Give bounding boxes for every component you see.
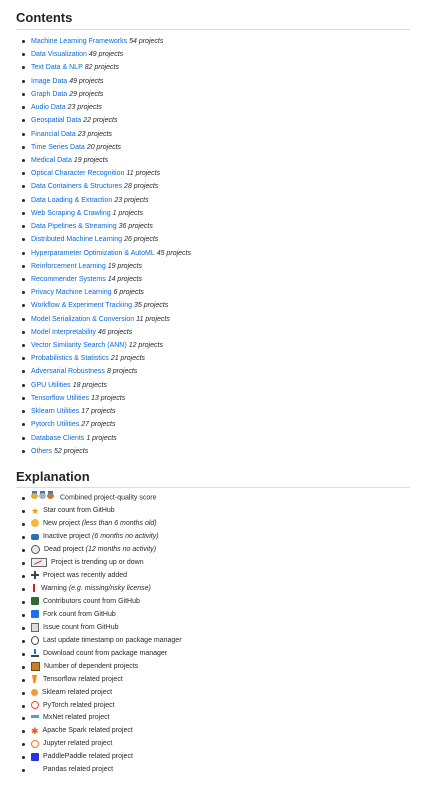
contents-divider: [16, 29, 410, 30]
project-count: 45 projects: [156, 249, 191, 257]
project-count: 29 projects: [69, 90, 104, 98]
contents-link[interactable]: Others: [31, 447, 53, 455]
contents-link[interactable]: Privacy Machine Learning: [31, 289, 112, 297]
explanation-note: (e.g. missing/risky license): [68, 584, 151, 592]
contents-item: [22, 167, 191, 180]
explanation-text: Project was recently added: [43, 571, 128, 579]
project-count: 14 projects: [107, 275, 142, 283]
contents-link[interactable]: Hyperparameter Optimization & AutoML: [31, 249, 155, 257]
explanation-item: [22, 609, 182, 622]
explanation-item: [22, 674, 182, 687]
explanation-item: [22, 596, 182, 609]
clock-icon: [31, 636, 39, 645]
explanation-text: Jupyter related project: [43, 740, 113, 748]
contents-link[interactable]: Probabilistics & Statistics: [31, 355, 109, 363]
explanation-text: Last update timestamp on package manager: [43, 636, 182, 644]
explanation-text: Dead project: [44, 545, 84, 553]
contents-link[interactable]: Vector Similarity Search (ANN): [31, 342, 127, 350]
project-count: 52 projects: [54, 447, 89, 455]
explanation-text: Apache Spark related project: [42, 727, 133, 735]
explanation-item: [22, 635, 182, 648]
project-count: 1 projects: [86, 434, 117, 442]
project-count: 20 projects: [86, 143, 122, 151]
contents-link[interactable]: Tensorflow Utilities: [31, 394, 89, 402]
contents-item: [22, 286, 191, 299]
gold-medal-icon: [31, 491, 38, 499]
contents-item: [22, 392, 191, 405]
explanation-item: [22, 531, 182, 544]
explanation-heading: Explanation: [16, 469, 90, 484]
explanation-divider: [16, 487, 410, 488]
contents-heading: Contents: [16, 10, 73, 25]
project-count: 82 projects: [84, 64, 119, 72]
issue-icon: [31, 623, 39, 632]
project-count: 19 projects: [107, 262, 142, 270]
contents-item: [22, 141, 191, 154]
explanation-text: MxNet related project: [43, 714, 110, 722]
warning-icon: [33, 584, 35, 592]
contents-item: [22, 88, 191, 101]
project-count: 21 projects: [110, 355, 146, 363]
jupyter-icon: [31, 740, 39, 748]
explanation-note: (less than 6 months old): [81, 519, 157, 527]
contents-link[interactable]: Text Data & NLP: [31, 64, 83, 72]
project-count: 49 projects: [88, 51, 124, 59]
explanation-note: (6 months no activity): [92, 532, 159, 540]
silver-medal-icon: [39, 491, 46, 499]
trending-icon: [31, 558, 47, 567]
explanation-text: Contributors count from GitHub: [43, 597, 140, 605]
project-count: 36 projects: [118, 223, 153, 231]
explanation-text: Tensorflow related project: [43, 675, 123, 683]
explanation-note: (12 months no activity): [85, 545, 157, 553]
project-count: 23 projects: [67, 104, 102, 112]
contents-item: [22, 61, 191, 74]
contents-item: [22, 299, 191, 312]
project-count: 1 projects: [112, 209, 143, 217]
explanation-item: [22, 492, 182, 505]
plus-icon: [31, 571, 39, 579]
explanation-item: [22, 544, 182, 557]
contents-item: [22, 35, 191, 48]
explanation-item: [22, 557, 182, 570]
project-count: 27 projects: [81, 421, 116, 429]
contents-link[interactable]: Audio Data: [31, 104, 66, 112]
contents-link[interactable]: Optical Character Recognition: [31, 170, 125, 178]
project-count: 17 projects: [81, 408, 116, 416]
contents-link[interactable]: Medical Data: [31, 156, 72, 164]
fork-icon: [31, 610, 39, 618]
project-count: 12 projects: [128, 342, 163, 350]
project-count: 54 projects: [129, 38, 164, 45]
contents-item: [22, 75, 191, 88]
contents-item: [22, 432, 191, 445]
contents-item: [22, 233, 191, 246]
explanation-item: [22, 505, 182, 518]
project-count: 18 projects: [72, 381, 107, 389]
contents-link[interactable]: Recommender Systems: [31, 275, 106, 283]
contents-link[interactable]: Distributed Machine Learning: [31, 236, 123, 244]
explanation-item: [22, 712, 182, 725]
mxnet-icon: [31, 715, 39, 718]
project-count: 23 projects: [77, 130, 112, 138]
project-count: 19 projects: [73, 156, 109, 164]
contents-item: [22, 339, 191, 352]
contents-item: [22, 220, 191, 233]
dependents-icon: [31, 662, 40, 671]
contents-link[interactable]: Geospatial Data: [31, 117, 82, 125]
project-count: 35 projects: [134, 302, 169, 310]
explanation-text: New project: [43, 519, 80, 527]
inactive-project-icon: [31, 534, 39, 540]
explanation-list: [22, 492, 182, 777]
explanation-text: PaddlePaddle related project: [43, 753, 133, 761]
star-icon: ★: [31, 505, 40, 516]
explanation-text: Combined project-quality score: [60, 494, 157, 502]
project-count: 23 projects: [114, 196, 149, 204]
explanation-item: [22, 700, 182, 713]
contents-item: [22, 365, 191, 378]
explanation-text: Fork count from GitHub: [43, 610, 116, 618]
contents-link[interactable]: Database Clients: [31, 434, 85, 442]
dead-project-icon: [31, 545, 40, 554]
contents-item: [22, 194, 191, 207]
project-count: 28 projects: [124, 183, 159, 191]
project-count: 49 projects: [69, 77, 104, 85]
contents-link[interactable]: Data Visualization: [31, 51, 87, 59]
tensorflow-icon: [32, 675, 37, 683]
explanation-text: Number of dependent projects: [44, 662, 139, 670]
contents-item: [22, 418, 191, 431]
project-count: 6 projects: [113, 289, 144, 297]
contents-item: [22, 379, 191, 392]
explanation-text: Download count from package manager: [43, 649, 168, 657]
contents-item: [22, 101, 191, 114]
contents-item: [22, 247, 191, 260]
contents-item: [22, 260, 191, 273]
contents-link[interactable]: Machine Learning Frameworks: [31, 38, 128, 45]
contents-link[interactable]: Financial Data: [31, 130, 76, 138]
medal-icons: [31, 491, 55, 505]
contents-link[interactable]: Time Series Data: [31, 143, 85, 151]
contributors-icon: [31, 597, 39, 605]
pandas-icon: [31, 766, 39, 774]
project-count: 13 projects: [90, 394, 126, 402]
sklearn-icon: [31, 689, 38, 696]
contents-link[interactable]: Data Containers & Structures: [31, 183, 123, 191]
contents-item: [22, 445, 191, 458]
paddlepaddle-icon: [31, 753, 39, 761]
contents-item: [22, 207, 191, 220]
project-count: 11 projects: [136, 315, 170, 323]
contents-item: [22, 114, 191, 127]
explanation-item: [22, 725, 182, 738]
contents-item: [22, 128, 191, 141]
new-project-icon: [31, 519, 39, 527]
explanation-item: [22, 738, 182, 751]
contents-link[interactable]: Reinforcement Learning: [31, 262, 106, 270]
explanation-text: Star count from GitHub: [43, 506, 115, 514]
project-count: 11 projects: [126, 170, 161, 178]
contents-item: [22, 180, 191, 193]
contents-item: [22, 48, 191, 61]
explanation-item: [22, 518, 182, 531]
project-count: 22 projects: [83, 117, 118, 125]
contents-item: [22, 352, 191, 365]
explanation-text: Issue count from GitHub: [43, 623, 119, 631]
project-count: 46 projects: [97, 328, 133, 336]
bronze-medal-icon: [47, 491, 54, 499]
explanation-text: Inactive project: [43, 532, 91, 540]
contents-item: [22, 313, 191, 326]
download-icon: [31, 649, 39, 657]
contents-list: [22, 35, 191, 458]
contents-link[interactable]: Workflow & Experiment Tracking: [31, 302, 133, 310]
explanation-item: [22, 661, 182, 674]
contents-link[interactable]: Graph Data: [31, 90, 68, 98]
explanation-item: [22, 764, 182, 777]
project-count: 26 projects: [124, 236, 159, 244]
explanation-text: PyTorch related project: [43, 701, 115, 709]
contents-link[interactable]: Model Serialization & Conversion: [31, 315, 135, 323]
explanation-item: [22, 687, 182, 700]
explanation-item: [22, 583, 182, 596]
contents-link[interactable]: Image Data: [31, 77, 68, 85]
explanation-item: [22, 751, 182, 764]
explanation-item: [22, 622, 182, 635]
contents-link[interactable]: Web Scraping & Crawling: [31, 209, 111, 217]
contents-link[interactable]: Pytorch Utilities: [31, 421, 80, 429]
contents-link[interactable]: Sklearn Utilities: [31, 408, 80, 416]
explanation-text: Sklearn related project: [42, 688, 113, 696]
contents-item: [22, 326, 191, 339]
explanation-text: Project is trending up or down: [51, 558, 144, 566]
contents-link[interactable]: Adversarial Robustness: [31, 368, 105, 376]
explanation-text: Pandas related project: [43, 766, 114, 774]
pytorch-icon: [31, 701, 39, 709]
explanation-item: [22, 648, 182, 661]
contents-item: [22, 405, 191, 418]
contents-link[interactable]: Model Interpretability: [31, 328, 96, 336]
explanation-item: [22, 570, 182, 583]
contents-item: [22, 154, 191, 167]
contents-item: [22, 273, 191, 286]
spark-icon: ✱: [31, 726, 39, 737]
project-count: 8 projects: [106, 368, 138, 376]
contents-link[interactable]: GPU Utilities: [31, 381, 71, 389]
contents-link[interactable]: Data Loading & Extraction: [31, 196, 113, 204]
explanation-text: Warning: [41, 584, 67, 592]
contents-link[interactable]: Data Pipelines & Streaming: [31, 223, 117, 231]
